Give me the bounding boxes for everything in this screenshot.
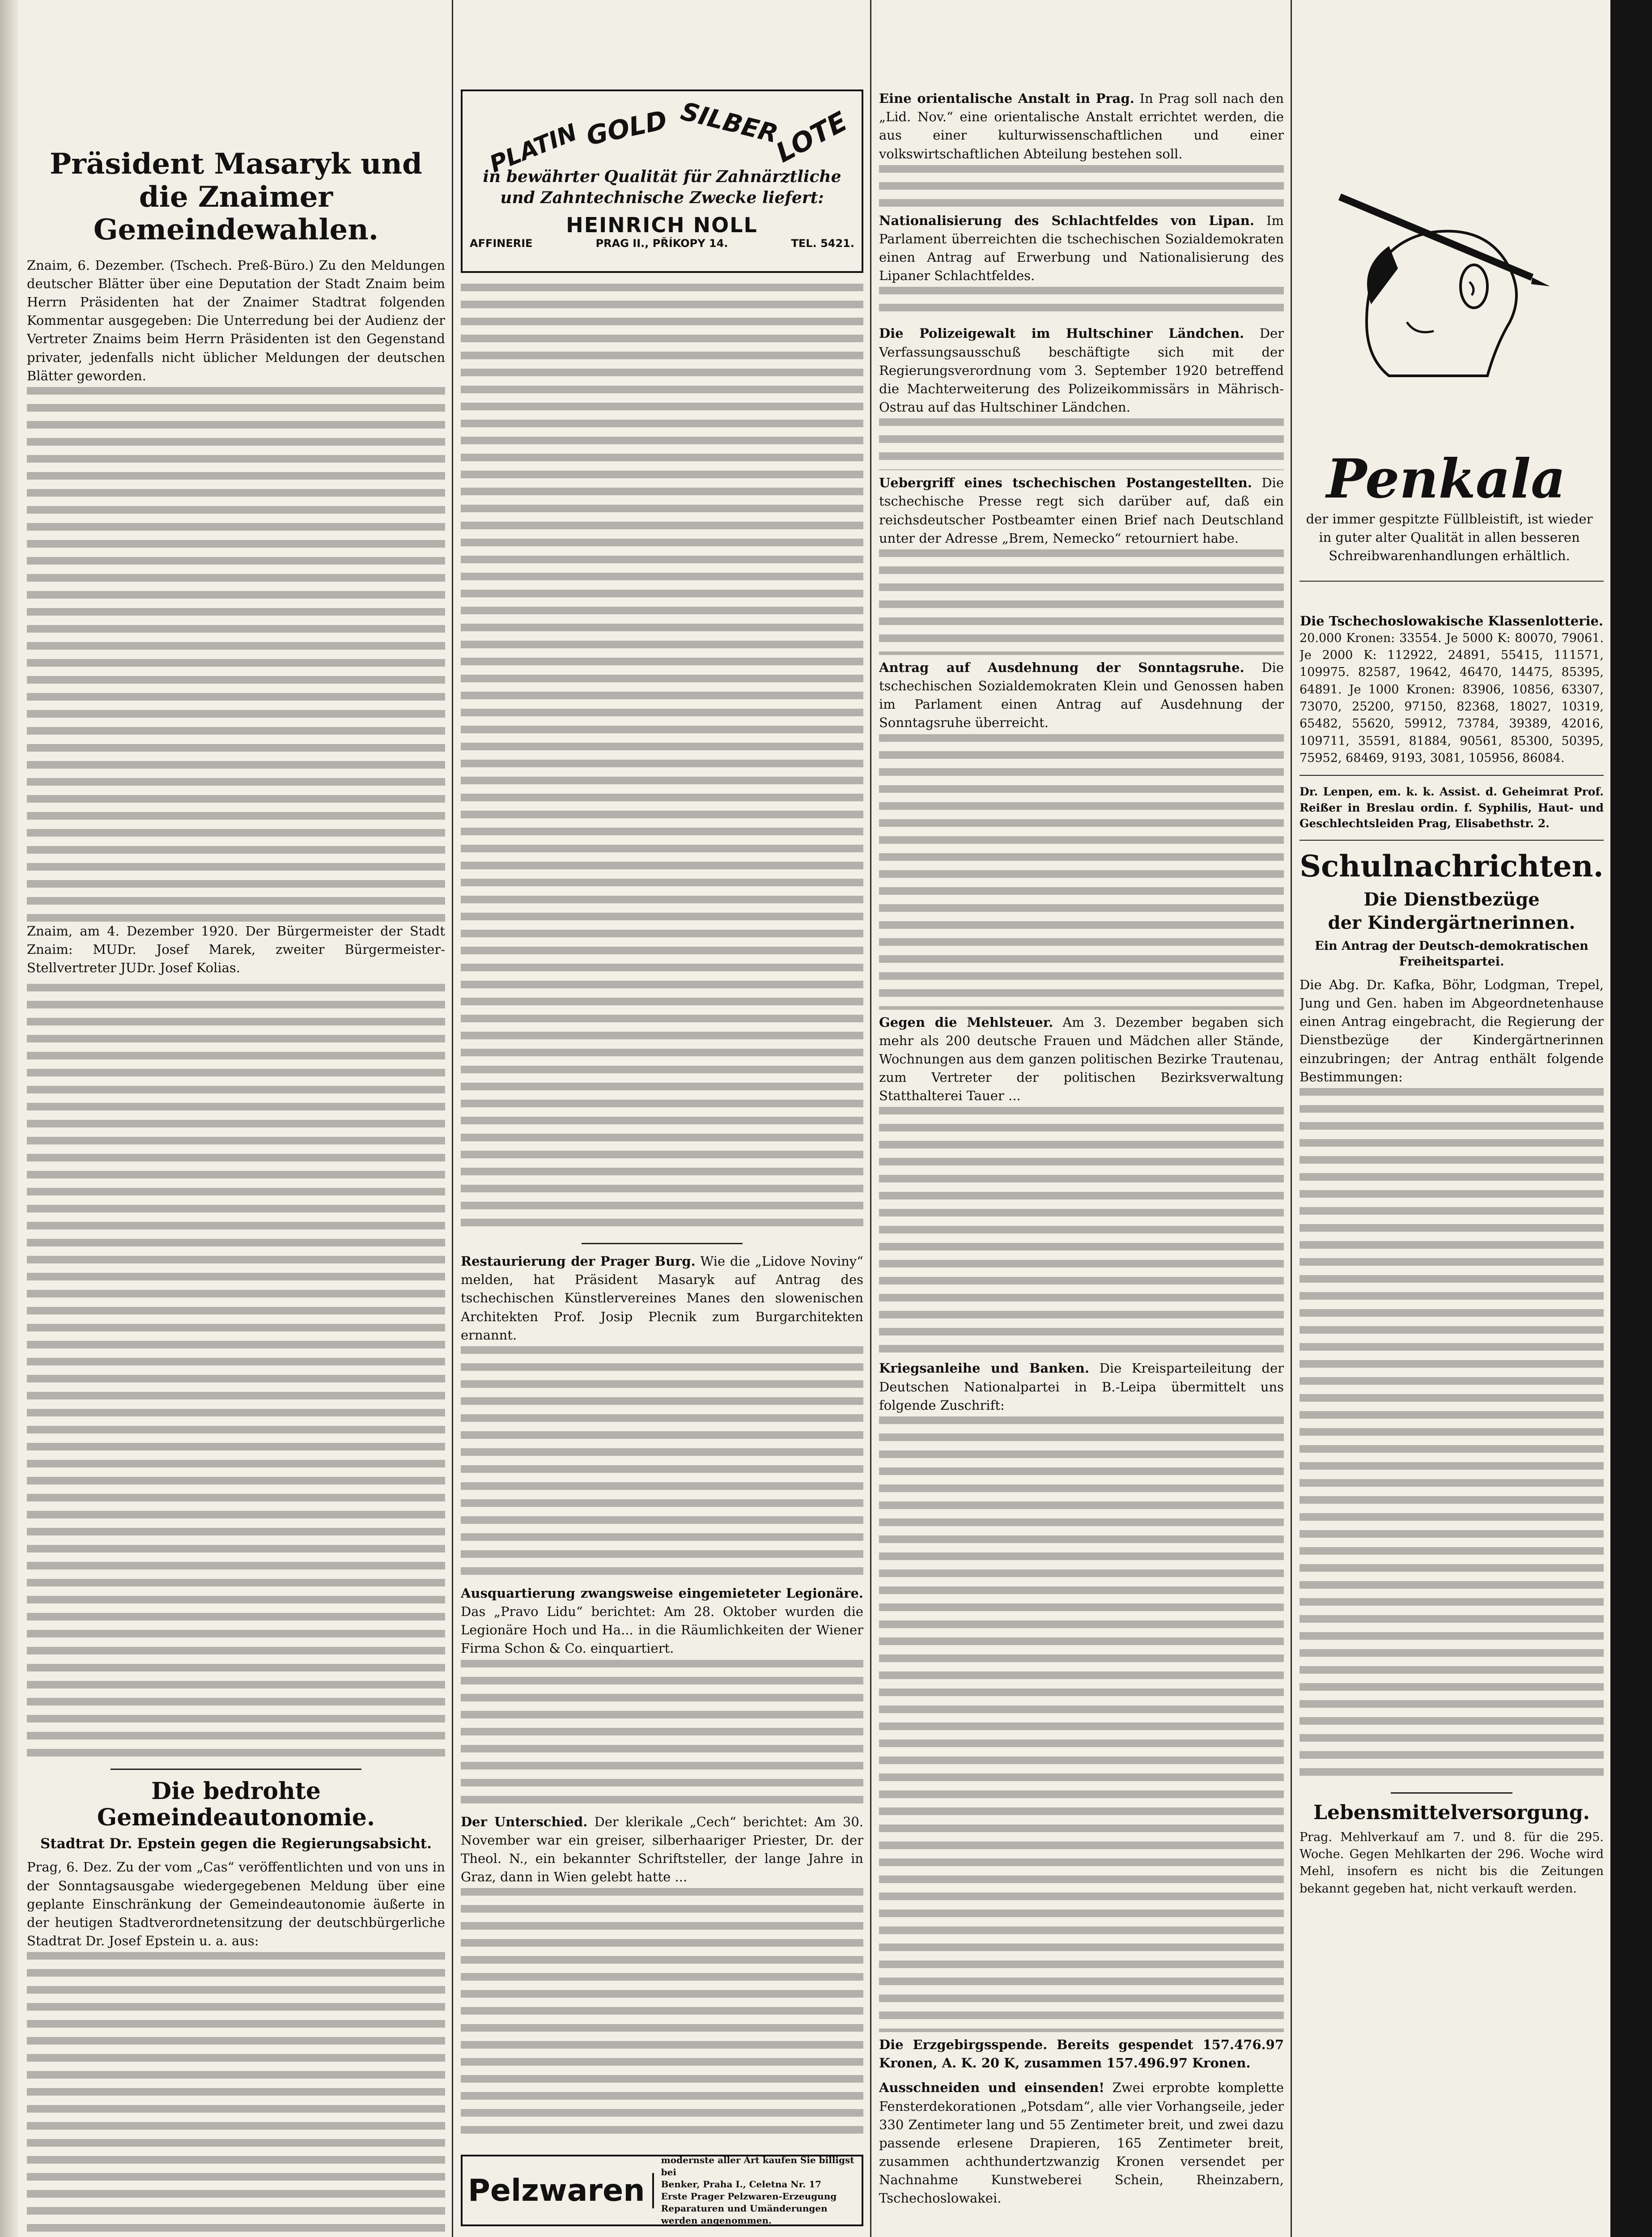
kriegsanleihe-article (879, 1359, 1284, 1415)
separator (110, 1769, 361, 1770)
headline-schulnachrichten: Schulnachrichten. (1300, 848, 1604, 884)
ausquartierung-article (461, 1584, 863, 1658)
schul-subtitle2: der Kindergärtnerinnen. (1328, 912, 1576, 933)
sonntag-body-text (879, 732, 1284, 1010)
masaryk-signoff: Znaim, am 4. Dezember 1920. Der Bürgermeister der Stadt Znaim: MUDr. Josef Marek, zweiter Bürgermeister-Stellvertreter JUDr. Josef Kolias. (27, 923, 445, 976)
hultschin-lead: Der Verfassungsausschuß beschäftigte sich mit der Regierungsverordnung vom 3. September 1920 betreffend die Machterweiterung des Polizeikommissärs in Mährisch-Ostrau auf das Hultschiner Ländchen. (879, 326, 1284, 415)
separator (1300, 775, 1604, 776)
column-rule (870, 0, 871, 2237)
unterschied-body-text (461, 1886, 863, 2137)
hultschin-article (879, 324, 1284, 417)
pelzwaren-line: Benker, Praha I., Celetna Nr. 17 (661, 2179, 822, 2190)
page-edge (0, 0, 18, 2237)
anstalt-title: Eine orientalische Anstalt in Prag. (879, 91, 1134, 106)
column-1 (27, 0, 445, 2237)
penkala-illustration (1300, 134, 1604, 403)
lipan-lead: Im Parlament überreichten die tschechischen Sozialdemokraten einen Antrag auf Erwerbung und Nationalisierung des Lipaner Schlachtfeldes. (879, 213, 1284, 284)
sonntag-lead: Die tschechischen Sozialdemokraten Klein und Genossen haben im Parlament einen Antrag auf Ausdehnung der Sonntagsruhe überreicht. (879, 659, 1284, 731)
separator (1391, 1792, 1512, 1794)
ad-company-name: HEINRICH NOLL (566, 213, 758, 237)
hultschin-body-text (879, 417, 1284, 470)
schul-body-text (1300, 1086, 1604, 1784)
mehl-body-text (879, 1105, 1284, 1356)
pelzwaren-title: Pelzwaren (468, 2173, 654, 2208)
ausquartierung-lead: Das „Pravo Lidu“ berichtet: Am 28. Oktober wurden die Legionäre Hoch und Ha... in die Räumlichkeiten der Wiener Firma Schon & Co. einquartiert. (461, 1604, 863, 1656)
fenster-lead: Zwei erprobte komplette Fensterdekorationen „Potsdam“, alle vier Vorhangseile, jeder 330 Zentimeter lang und 55 Zentimeter breit, und zwei dazu passende erlesene Drapieren, 165 Zentimeter breit, zusammen achthundertzwanzig Kronen versendet per Nachnahme Kunstweberei Schein, Rheinzabern, Tschechoslowakei. (879, 2080, 1284, 2206)
scan-border (1610, 0, 1652, 2237)
ausquartierung-body-text (461, 1658, 863, 1806)
separator (1300, 581, 1604, 582)
ad-penkala (1300, 0, 1604, 573)
headline-gemeindeautonomie: Die bedrohte Gemeindeautonomie. (97, 1777, 375, 1832)
headline-masaryk: Präsident Masaryk und die Znaimer Gemeindewahlen. (50, 147, 422, 247)
unterschied-article (461, 1813, 863, 1887)
lottery-title: Die Tschechoslowakische Klassenlotterie. (1300, 613, 1604, 629)
column-3 (879, 0, 1284, 2237)
separator (1300, 840, 1604, 841)
kriegsanleihe-title: Kriegsanleihe und Banken. (879, 1361, 1089, 1376)
masaryk-lead: Znaim, 6. Dezember. (Tschech. Preß-Büro.) Zu den Meldungen deutscher Blätter über eine Deputation der Stadt Znaim beim Herrn Präsidenten hat der Znaimer Stadtrat folgenden Kommentar ausgegeben: Die Unterredung bei der Audienz der Vertreter Znaims beim Herrn Präsidenten ist den Gegenstand privater, jedenfalls nicht üblicher Meldungen der deutschen Blätter geworden. (27, 257, 445, 383)
ad-company-row (470, 213, 854, 250)
schul-subtitle3: Ein Antrag der Deutsch-demokratischen Freiheitspartei. (1315, 939, 1588, 969)
doctor-notice: Dr. Lenpen, em. k. k. Assist. d. Geheimrat Prof. Reißer in Breslau ordin. f. Syphilis, Haut- und Geschlechtsleiden Prag, Elisabethstr. 2. (1300, 785, 1604, 830)
sonntag-title: Antrag auf Ausdehnung der Sonntagsruhe. (879, 659, 1244, 675)
unterschied-title: Der Unterschied. (461, 1814, 588, 1829)
kriegsanleihe-body-text (879, 1415, 1284, 2032)
gemeindeautonomie-subtitle: Stadtrat Dr. Epstein gegen die Regierungsabsicht. (40, 1836, 432, 1852)
ad-phone: TEL. 5421. (791, 237, 854, 250)
ad-address: PRAG II., PŘÍKOPY 14. (595, 237, 728, 250)
gemeindeautonomie-lead: Prag, 6. Dez. Zu der vom „Cas“ veröffentlichten und von uns in der Sonntagsausgabe wiedergegebenen Meldung über eine geplante Einschränkung der Gemeindeautonomie äußerte in der heutigen Stadtverordnetensitzung der deutschbürgerliche Stadtrat Dr. Josef Epstein u. a. aus: (27, 1859, 445, 1949)
mehl-title: Gegen die Mehlsteuer. (879, 1014, 1053, 1030)
lebensmittel-text: Prag. Mehlverkauf am 7. und 8. für die 295. Woche. Gegen Mehlkarten der 296. Woche wird Mehl, insofern es nicht bis die Zeitungen bekannt gegeben hat, nicht verkauft werden. (1300, 1830, 1604, 1896)
uebergriff-lead: Die tschechische Presse regt sich darüber auf, daß ein reichsdeutscher Postbeamter einen Brief nach Deutschland unter der Adresse „Brem, Nemecko“ retourniert habe. (879, 475, 1284, 546)
sonntag-article (879, 659, 1284, 732)
uebergriff-article (879, 474, 1284, 548)
pelzwaren-line: werden angenommen. (661, 2215, 772, 2226)
unterschied-lead: Der klerikale „Cech“ berichtet: Am 30. November war ein greiser, silberhaariger Priester, Dr. der Theol. N., ein bekannter Schriftsteller, der lange Jahre in Graz, dann in Wien gelebt hatte ... (461, 1814, 863, 1885)
gemeindeautonomie-body-text (27, 1950, 445, 2237)
ad-left-tag: AFFINERIE (470, 237, 533, 250)
pelzwaren-text (661, 2154, 856, 2227)
burg-lead: Wie die „Lidove Noviny“ melden, hat Präsident Masaryk auf Antrag des tschechischen Künstlervereines Manes den slowenischen Architekten Prof. Josip Plecnik zum Burgarchitekten ernannt. (461, 1254, 863, 1343)
schul-subtitle1: Die Dienstbezüge (1363, 889, 1540, 910)
burg-body-text (461, 1344, 863, 1577)
word-silber: SILBER (678, 97, 781, 149)
lipan-article (879, 212, 1284, 285)
ad-company-block (566, 213, 758, 250)
column-4 (1300, 0, 1604, 2237)
penkala-brand: Penkala (1326, 447, 1566, 510)
hultschin-title: Die Polizeigewalt im Hultschiner Ländchen. (879, 326, 1244, 341)
lipan-title: Nationalisierung des Schlachtfeldes von Lipan. (879, 213, 1254, 228)
column-2 (461, 0, 863, 2237)
burg-title: Restaurierung der Prager Burg. (461, 1254, 696, 1269)
masaryk-body-continued (27, 982, 445, 1761)
anstalt-lead: In Prag soll nach den „Lid. Nov.“ eine orientalische Anstalt errichtet werden, die aus einer kulturwissenschaftlichen und einer volkswirtschaftlichen Abteilung bestehen soll. (879, 91, 1284, 162)
ad-line1: in bewährter Qualität für Zahnärztliche (483, 167, 841, 186)
pelzwaren-line: Erste Prager Pelzwaren-Erzeugung (661, 2191, 837, 2202)
kriegsanleihe-lead: Die Kreisparteileitung der Deutschen Nationalpartei in B.-Leipa übermittelt uns folgende Zuschrift: (879, 1361, 1284, 1413)
ad-line2: und Zahntechnische Zwecke liefert: (500, 188, 824, 207)
word-platin: PLATIN (486, 119, 581, 179)
fenster-title: Ausschneiden und einsenden! (879, 2080, 1105, 2096)
column-rule (1291, 0, 1292, 2237)
word-lote: LOTE (771, 106, 853, 169)
mehl-article (879, 1013, 1284, 1106)
pelzwaren-line: modernste aller Art kaufen Sie billigst bei (661, 2155, 854, 2178)
continued-body-text (461, 282, 863, 1235)
penkala-text: der immer gespitzte Füllbleistift, ist wieder in guter alter Qualität in allen besseren Schreibwarenhandlungen erhältlich. (1306, 511, 1593, 564)
ad-heinrich-noll (461, 89, 863, 273)
masaryk-body-text (27, 385, 445, 922)
erzgebirgsspende: Die Erzgebirgsspende. Bereits gespendet 157.476.97 Kronen, A. K. 20 K, zusammen 157.496.97 Kronen. (879, 2037, 1284, 2071)
word-gold: GOLD (583, 104, 670, 152)
anstalt-article (879, 89, 1284, 163)
schul-lead: Die Abg. Dr. Kafka, Böhr, Lodgman, Trepel, Jung und Gen. haben im Abgeordnetenhause einen Antrag eingebracht, die Regierung der Dienstbezüge der Kindergärtnerinnen einzubringen; der Antrag enthält folgende Bestimmungen: (1300, 977, 1604, 1084)
anstalt-body-text (879, 163, 1284, 208)
separator (582, 1243, 743, 1244)
ad-pelzwaren (461, 2155, 863, 2226)
ausquartierung-title: Ausquartierung zwangsweise eingemieteter Legionäre. (461, 1585, 863, 1601)
burg-article (461, 1252, 863, 1344)
uebergriff-title: Uebergriff eines tschechischen Postangestellten. (879, 475, 1252, 491)
uebergriff-body-text (879, 548, 1284, 655)
lottery-numbers: 20.000 Kronen: 33554. Je 5000 K: 80070, 79061. Je 2000 K: 112922, 24891, 55415, 111571, 109975. 82587, 19642, 46470, 14475, 85395, 64891. Je 1000 Kronen: 83906, 10856, 63307, 73070, 25200, 97150, 82368, 18027, 10319, 65482, 55620, 59912, 73784, 39389, 42016, 109711, 35591, 81884, 90561, 85300, 50395, 75952, 68469, 9193, 3081, 105956, 86084. (1300, 631, 1604, 765)
lipan-body-text (879, 285, 1284, 321)
fenster-ad (879, 2079, 1284, 2207)
mehl-lead: Am 3. Dezember begaben sich mehr als 200 deutsche Frauen und Mädchen aller Stände, Wochnungen aus dem ganzen politischen Bezirke Trautenau, zum Vertreter der politischen Bezirksverwaltung Statthalterei Tauer ... (879, 1014, 1284, 1104)
pelzwaren-line: Reparaturen und Umänderungen (661, 2203, 828, 2214)
column-rule (452, 0, 453, 2237)
headline-lebensmittel: Lebensmittelversorgung. (1313, 1801, 1590, 1824)
